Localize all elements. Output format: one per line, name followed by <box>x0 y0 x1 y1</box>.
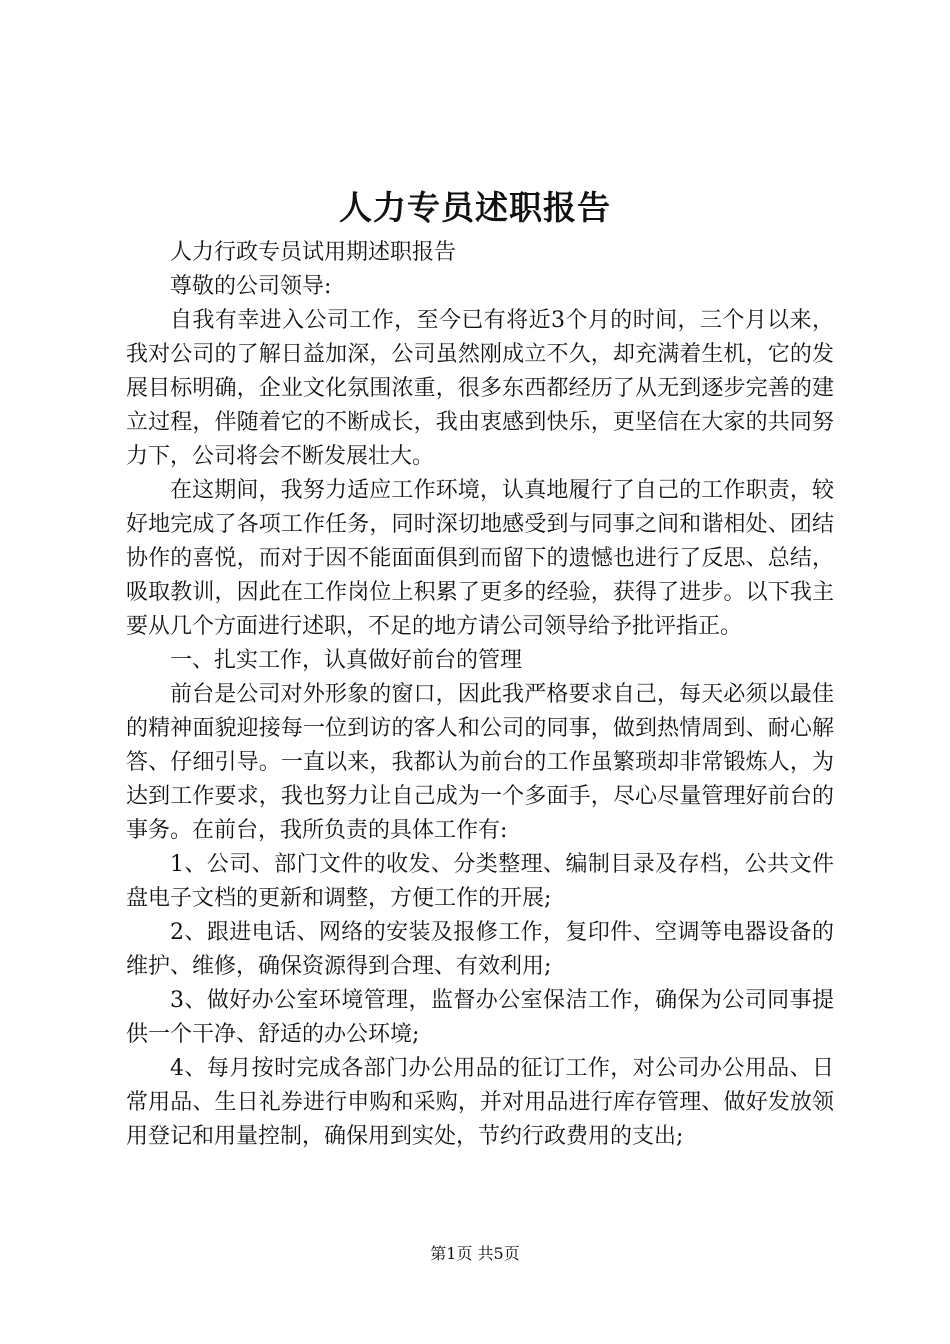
document-body <box>126 236 834 1154</box>
page-footer: 第1页 共5页 <box>430 1244 520 1263</box>
list-item-3: 3、做好办公室环境管理，监督办公室保洁工作，确保为公司同事提供一个干净、舒适的办公环境; <box>126 988 834 1047</box>
paragraph-intro: 自我有幸进入公司工作，至今已有将近3个月的时间，三个月以来，我对公司的了解日益加深，公司虽然刚成立不久，却充满着生机，它的发展目标明确，企业文化氛围浓重，很多东西都经历了从无到逐步完善的建立过程，伴随着它的不断成长，我由衷感到快乐，更坚信在大家的共同努力下，公司将会不断发展壮大。 <box>126 308 834 469</box>
salutation: 尊敬的公司领导: <box>170 274 332 299</box>
paragraph-period-summary: 在这期间，我努力适应工作环境，认真地履行了自己的工作职责，较好地完成了各项工作任务，同时深切地感受到与同事之间和谐相处、团结协作的喜悦，而对于因不能面面俱到而留下的遗憾也进行了反思、总结，吸取教训，因此在工作岗位上积累了更多的经验，获得了进步。以下我主要从几个方面进行述职，不足的地方请公司领导给予批评指正。 <box>126 478 834 639</box>
list-item-4: 4、每月按时完成各部门办公用品的征订工作，对公司办公用品、日常用品、生日礼券进行申购和采购，并对用品进行库存管理、做好发放领用登记和用量控制，确保用到实处，节约行政费用的支出; <box>126 1056 834 1149</box>
list-item-1: 1、公司、部门文件的收发、分类整理、编制目录及存档，公共文件盘电子文档的更新和调整，方便工作的开展; <box>126 852 834 911</box>
section-heading-1: 一、扎实工作，认真做好前台的管理 <box>170 648 523 673</box>
document-title: 人力专员述职报告 <box>339 188 611 227</box>
list-item-2: 2、跟进电话、网络的安装及报修工作，复印件、空调等电器设备的维护、维修，确保资源得到合理、有效利用; <box>126 920 834 979</box>
paragraph-front-desk: 前台是公司对外形象的窗口，因此我严格要求自己，每天必须以最佳的精神面貌迎接每一位到访的客人和公司的同事，做到热情周到、耐心解答、仔细引导。一直以来，我都认为前台的工作虽繁琐却非常锻炼人，为达到工作要求，我也努力让自己成为一个多面手，尽心尽量管理好前台的事务。在前台，我所负责的具体工作有: <box>126 682 834 843</box>
report-subtitle: 人力行政专员试用期述职报告 <box>170 240 457 265</box>
